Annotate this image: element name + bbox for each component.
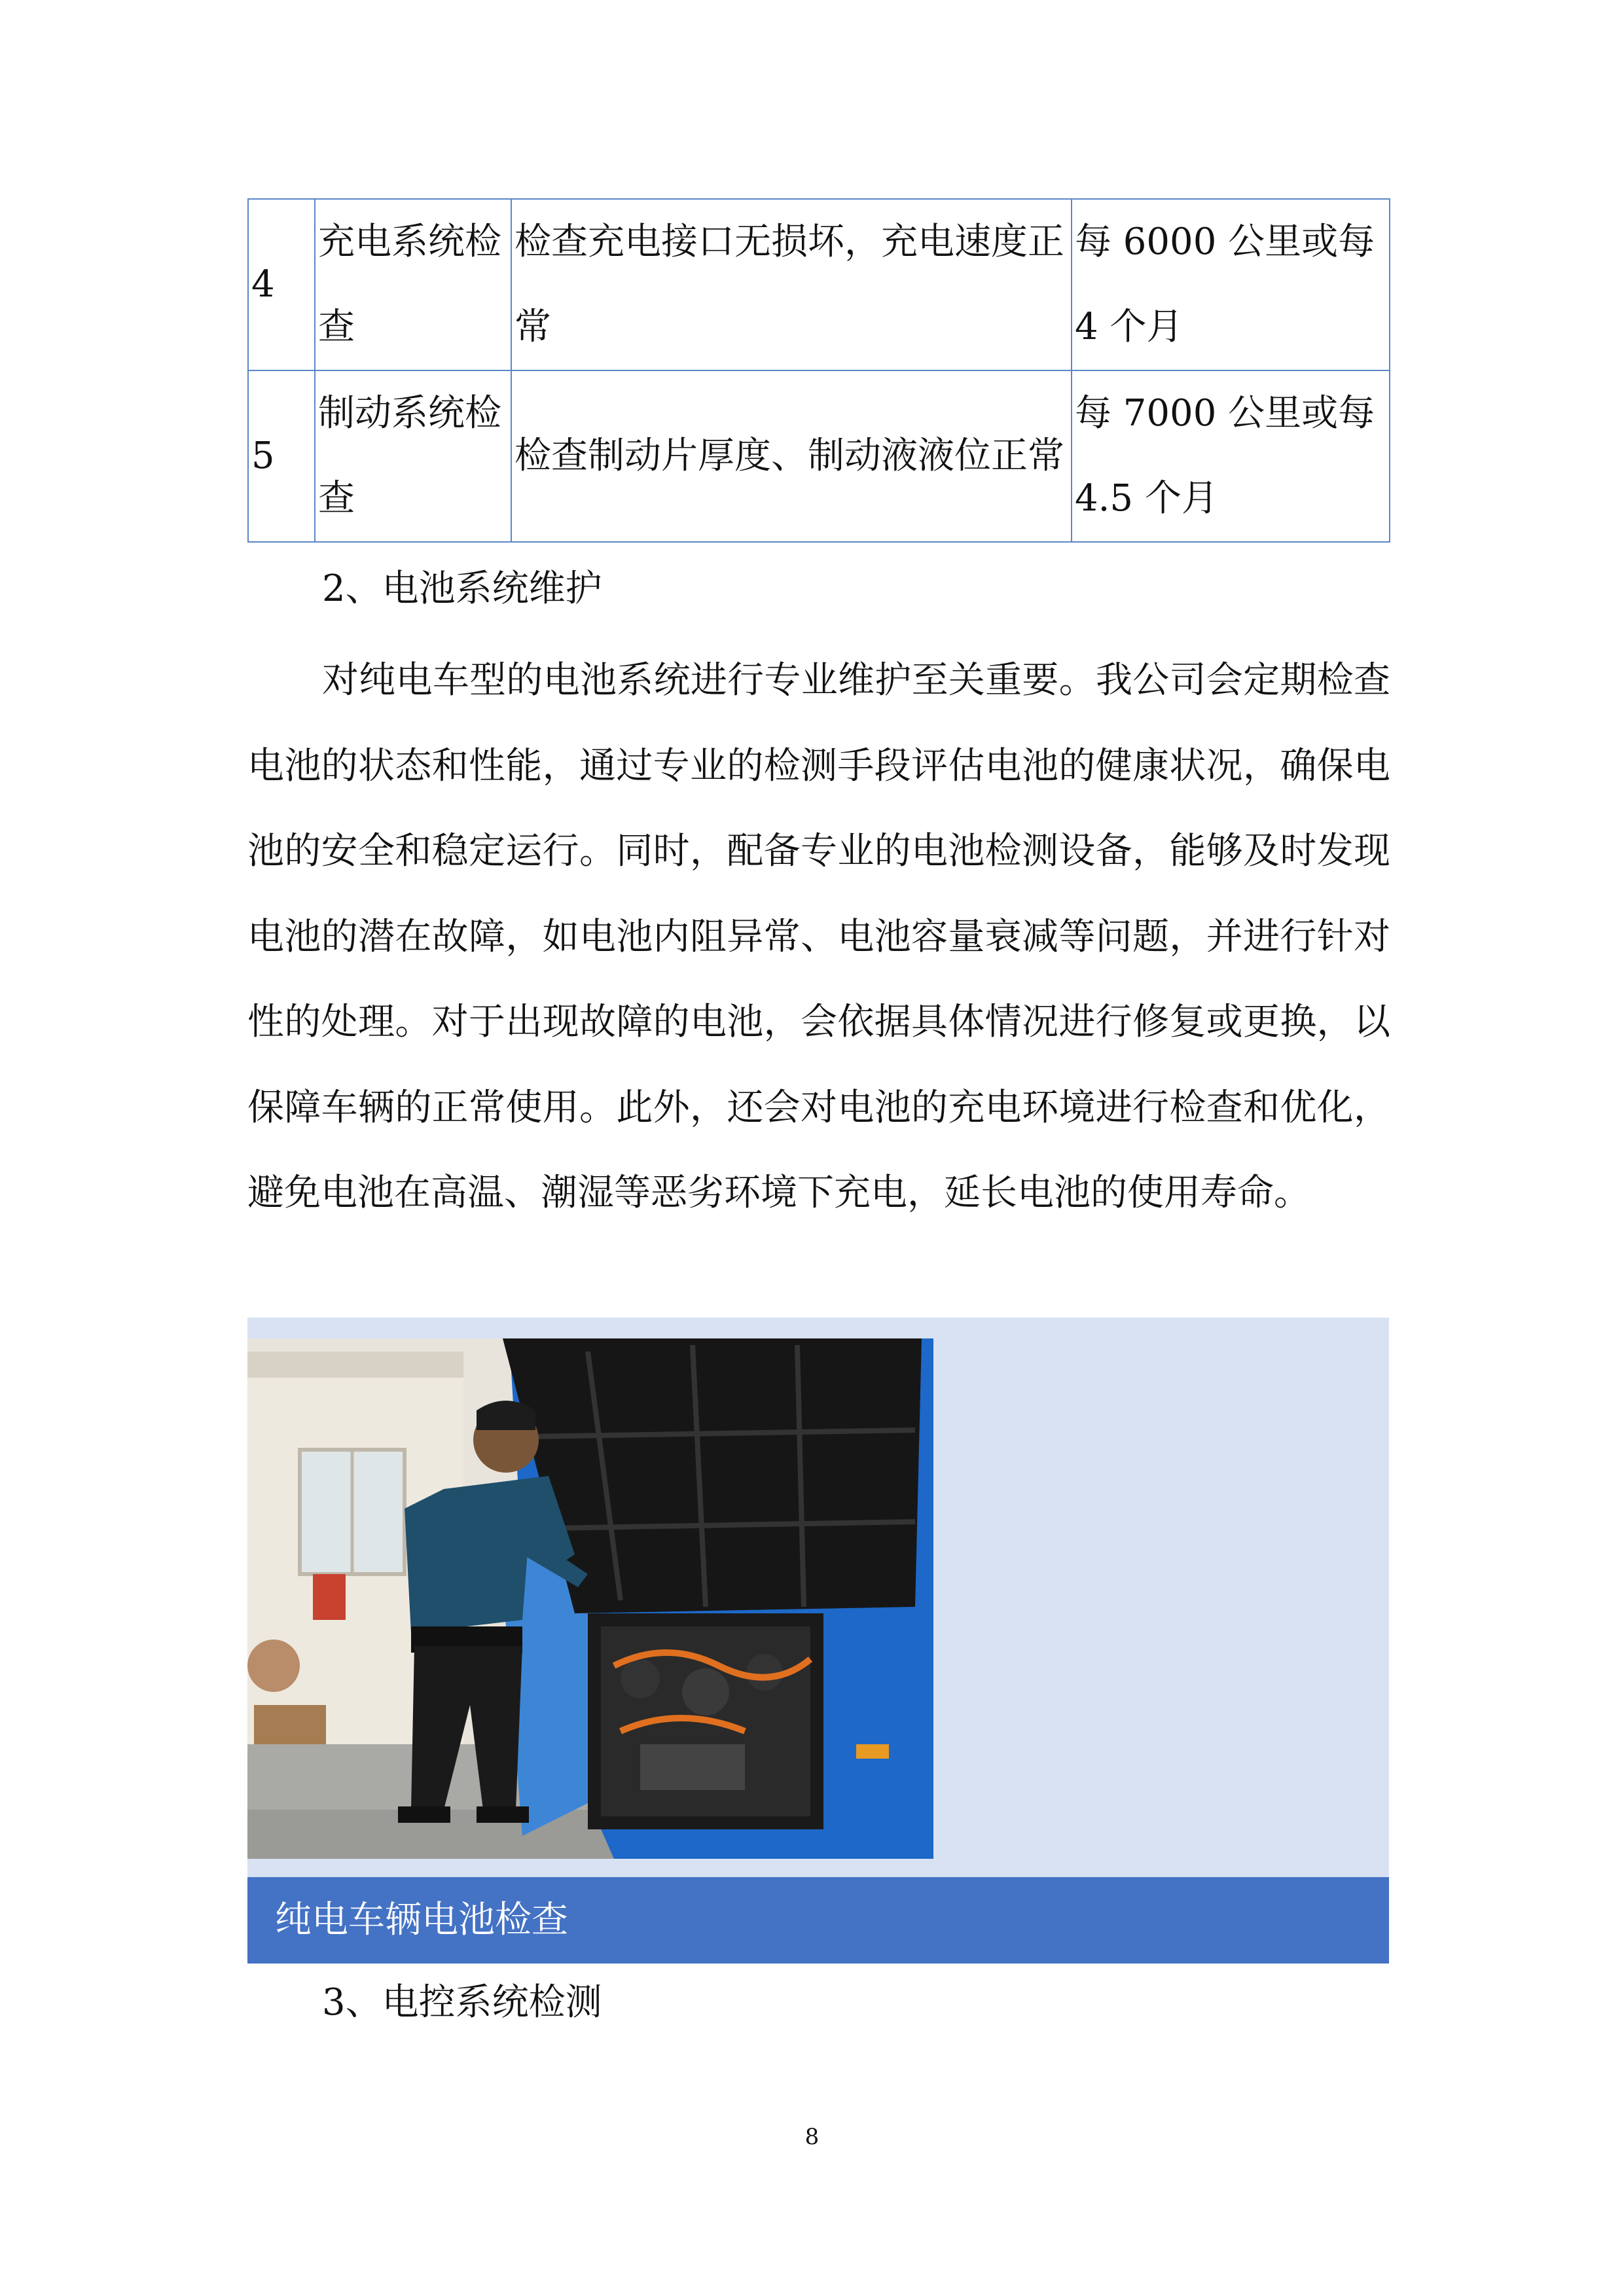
row-interval: 每 7000 公里或每 4.5 个月	[1072, 370, 1390, 542]
row-content: 检查制动片厚度、制动液液位正常	[511, 370, 1072, 542]
maintenance-table	[247, 198, 1390, 543]
page-number: 8	[804, 2124, 820, 2150]
row-number: 5	[248, 370, 315, 542]
figure-caption: 纯电车辆电池检查	[247, 1877, 1389, 1964]
row-interval: 每 6000 公里或每 4 个月	[1072, 199, 1390, 370]
section-heading-electric-control: 3、电控系统检测	[322, 1981, 602, 2024]
table-row	[248, 199, 1390, 370]
section-heading-battery: 2、电池系统维护	[322, 567, 602, 610]
table-row	[248, 370, 1390, 542]
battery-inspection-photo	[247, 1338, 933, 1859]
row-content: 检查充电接口无损坏，充电速度正常	[511, 199, 1072, 370]
row-item: 充电系统检查	[315, 199, 511, 370]
row-number: 4	[248, 199, 315, 370]
row-item: 制动系统检查	[315, 370, 511, 542]
battery-maintenance-paragraph: 对纯电车型的电池系统进行专业维护至关重要。我公司会定期检查电池的状态和性能，通过专业的检测手段评估电池的健康状况，确保电池的安全和稳定运行。同时，配备专业的电池检测设备，能够及时发现电池的潜在故障，如电池内阻异常、电池容量衰减等问题，并进行针对性的处理。对于出现故障的电池，会依据具体情况进行修复或更换，以保障车辆的正常使用。此外，还会对电池的充电环境进行检查和优化，避免电池在高温、潮湿等恶劣环境下充电，延长电池的使用寿命。	[247, 659, 1390, 1214]
figure-panel	[247, 1318, 1389, 1877]
